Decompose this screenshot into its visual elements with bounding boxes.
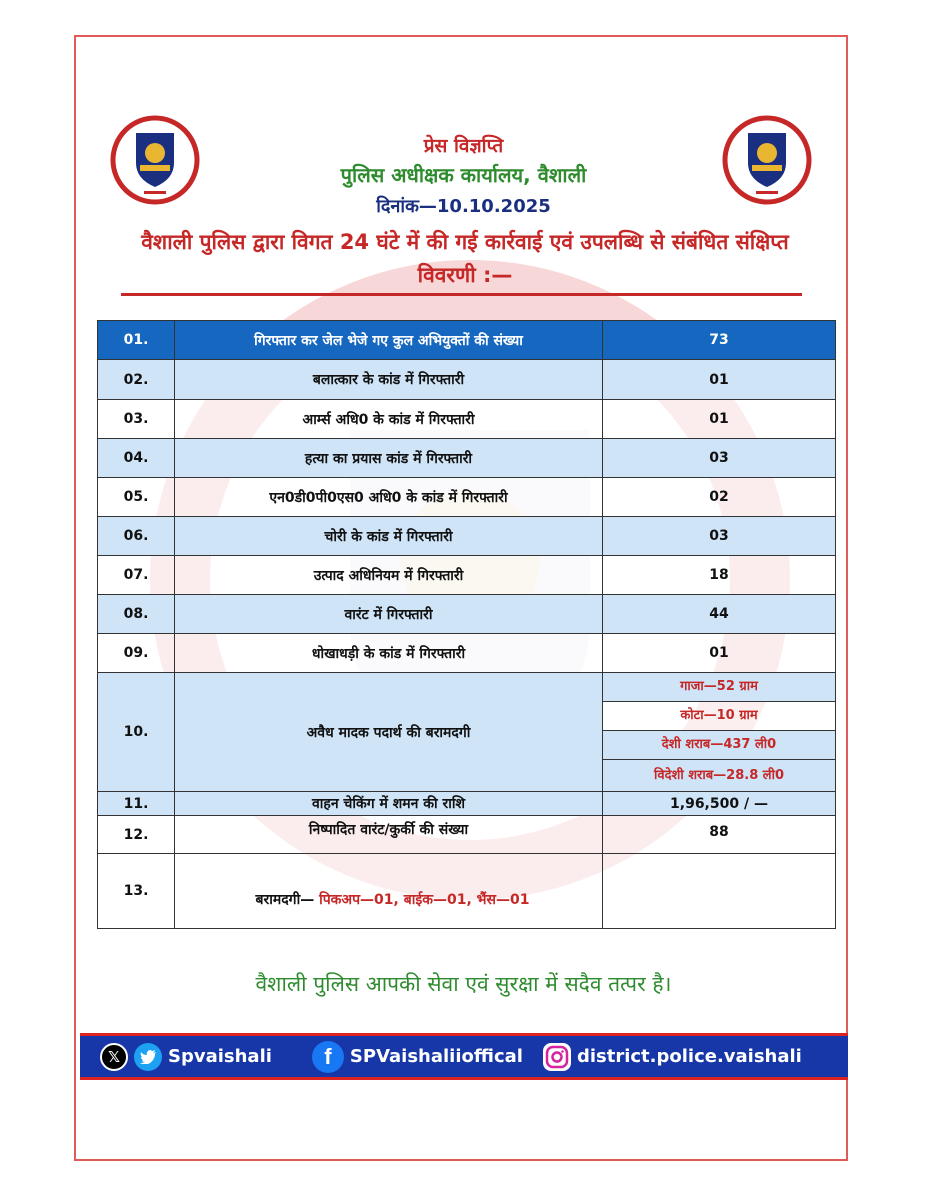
row-description: गिरफ्तार कर जेल भेजे गए कुल अभियुक्तों की संख्या [175, 321, 603, 360]
row-value: 1,96,500 / — [603, 792, 836, 816]
seizure-value: गाजा—52 ग्राम [603, 673, 835, 702]
row-value: 02 [603, 478, 836, 517]
footer-tagline: वैशाली पुलिस आपकी सेवा एवं सुरक्षा में सदैव तत्पर है। [255, 972, 672, 996]
row-number: 03. [98, 400, 175, 439]
bihar-police-logo-right [722, 115, 812, 205]
row-value: 01 [603, 400, 836, 439]
table-row [98, 360, 836, 400]
recovery-items: पिकअप—01, बाईक—01, भैंस—01 [319, 891, 530, 908]
social-media-banner [80, 1033, 848, 1080]
row-number: 13. [98, 854, 175, 929]
facebook-page[interactable] [312, 1041, 523, 1073]
row-value: 44 [603, 595, 836, 634]
press-release-title: प्रेस विज्ञप्ति [423, 135, 504, 157]
table-row [98, 556, 836, 595]
twitter-handle[interactable] [100, 1043, 272, 1071]
row-value: 73 [603, 321, 836, 360]
table-row [98, 478, 836, 517]
row-description: अवैध मादक पदार्थ की बरामदगी [175, 673, 603, 792]
table-row [98, 854, 836, 929]
summary-table [97, 320, 836, 929]
table-row [98, 321, 836, 360]
twitter-handle-text: Spvaishali [168, 1046, 272, 1067]
recovery-label: बरामदगी— [255, 891, 315, 908]
release-date: दिनांक—10.10.2025 [376, 196, 551, 217]
row-value: 01 [603, 360, 836, 400]
table-row [98, 673, 836, 792]
row-description: एन0डी0पी0एस0 अधि0 के कांड में गिरफ्तारी [175, 478, 603, 517]
row-number: 01. [98, 321, 175, 360]
office-name: पुलिस अधीक्षक कार्यालय, वैशाली [340, 163, 587, 187]
row-value: 03 [603, 439, 836, 478]
facebook-page-text: SPVaishaliioffical [349, 1046, 523, 1067]
row-value [603, 854, 836, 929]
row-description: आर्म्स अधि0 के कांड में गिरफ्तारी [175, 400, 603, 439]
bihar-police-logo-left [110, 115, 200, 205]
release-subject: वैशाली पुलिस द्वारा विगत 24 घंटे में की गई कार्रवाई एवं उपलब्धि से संबंधित संक्षिप्त विवरणी :— [141, 230, 789, 287]
row-number: 12. [98, 816, 175, 854]
row-value: 01 [603, 634, 836, 673]
row-description: वारंट में गिरफ्तारी [175, 595, 603, 634]
row-value: 03 [603, 517, 836, 556]
row-number: 11. [98, 792, 175, 816]
row-description [175, 854, 603, 929]
row-number: 09. [98, 634, 175, 673]
twitter-bird-icon [134, 1043, 162, 1071]
row-number: 07. [98, 556, 175, 595]
table-row [98, 439, 836, 478]
row-description: धोखाधड़ी के कांड में गिरफ्तारी [175, 634, 603, 673]
x-icon: 𝕏 [100, 1043, 128, 1071]
row-description: बलात्कार के कांड में गिरफ्तारी [175, 360, 603, 400]
row-description: वाहन चेकिंग में शमन की राशि [175, 792, 603, 816]
seizure-values [603, 673, 836, 792]
row-description: उत्पाद अधिनियम में गिरफ्तारी [175, 556, 603, 595]
row-number: 02. [98, 360, 175, 400]
row-number: 10. [98, 673, 175, 792]
row-value: 88 [603, 816, 836, 854]
row-description: हत्या का प्रयास कांड में गिरफ्तारी [175, 439, 603, 478]
table-row [98, 517, 836, 556]
instagram-handle-text: district.police.vaishali [576, 1046, 802, 1067]
seizure-value: देशी शराब—437 ली0 [603, 731, 835, 760]
instagram-handle[interactable] [543, 1043, 802, 1071]
seizure-value: कोटा—10 ग्राम [603, 702, 835, 731]
table-row [98, 595, 836, 634]
table-row [98, 634, 836, 673]
row-value: 18 [603, 556, 836, 595]
row-number: 05. [98, 478, 175, 517]
seizure-value: विदेशी शराब—28.8 ली0 [603, 760, 835, 791]
row-number: 06. [98, 517, 175, 556]
row-number: 04. [98, 439, 175, 478]
row-description: चोरी के कांड में गिरफ्तारी [175, 517, 603, 556]
table-row [98, 792, 836, 816]
facebook-icon: f [312, 1041, 344, 1073]
table-row [98, 400, 836, 439]
header-divider [121, 293, 802, 296]
row-number: 08. [98, 595, 175, 634]
instagram-icon [543, 1043, 571, 1071]
row-description: निष्पादित वारंट/कुर्की की संख्या [175, 816, 603, 854]
table-row [98, 816, 836, 854]
